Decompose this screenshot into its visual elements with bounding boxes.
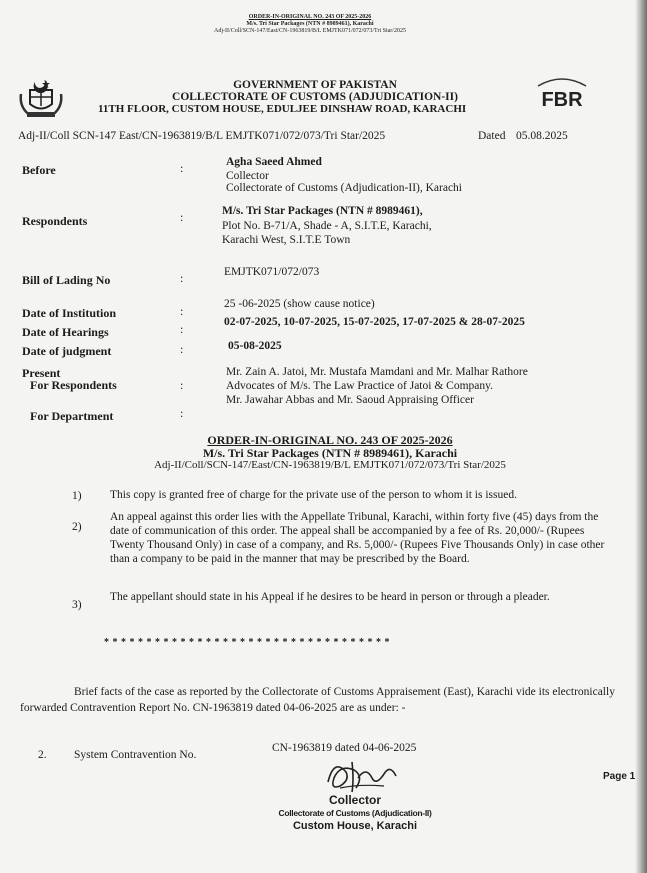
letterhead-government: GOVERNMENT OF PAKISTAN [233, 79, 397, 91]
dated-label: Dated [478, 130, 506, 142]
contravention-number: 2. [38, 749, 47, 761]
note-1-number: 1) [72, 490, 82, 502]
top-reference: Adj-II/Coll/SCN-147/East/CN-1963819/B/L EMJTK071/072/073/Tri Star/2025 [214, 28, 406, 34]
respondents-label: Respondents [22, 214, 88, 228]
reference-number: Adj-II/Coll SCN-147 East/CN-1963819/B/L EMJTK071/072/073/Tri Star/2025 [18, 130, 386, 142]
note-2-number: 2) [72, 521, 82, 533]
counsel-names: Mr. Zain A. Jatoi, Mr. Mustafa Mamdani and Mr. Malhar Rathore [226, 366, 528, 378]
top-respondent: M/s. Tri Star Packages (NTN # 8989461), Karachi [246, 21, 374, 27]
signature-icon [318, 752, 408, 796]
hearings-date-value: 02-07-2025, 10-07-2025, 15-07-2025, 17-07-2025 & 28-07-2025 [224, 316, 525, 328]
counsel-firm: Advocates of M/s. The Law Practice of Jatoi & Company. [226, 380, 493, 392]
present-label: Present [22, 366, 61, 380]
respondent-address-1: Plot No. B-71/A, Shade - A, S.I.T.E, Karachi, [222, 220, 432, 232]
scan-edge-shadow [635, 0, 647, 873]
for-respondents-label: For Respondents [30, 378, 117, 392]
department-officers: Mr. Jawahar Abbas and Mr. Saoud Appraising Officer [226, 394, 474, 406]
note-2-text: An appeal against this order lies with the Appellate Tribunal, Karachi, within forty five (45) days from the date of communication of this order. The appeal shall be accompanied by a fee of Rs. 20,000/- (Rupees Twenty Thousand Only) in case of a company, and Rs. 5,000/- (Rupees Five Thousands Only) in case other than a company to be paid in the manner that may be prescribed by the Board. [110, 511, 605, 565]
reference-date: 05.08.2025 [516, 130, 568, 142]
bill-of-lading-colon: : [180, 271, 184, 285]
before-name: Agha Saeed Ahmed [226, 156, 322, 168]
star-separator: * * * * * * * * * * * * * * * * * * * * * * * * * * * * * * * * * * [104, 637, 390, 648]
stamp-custom-house: Custom House, Karachi [292, 820, 418, 832]
contravention-value: CN-1963819 dated 04-06-2025 [272, 742, 417, 754]
before-office: Collectorate of Customs (Adjudication-II), Karachi [226, 182, 462, 194]
note-3-number: 3) [72, 599, 82, 611]
for-respondents-colon: : [180, 378, 184, 392]
brief-facts-paragraph: Brief facts of the case as reported by the Collectorate of Customs Appraisement (East), Karachi vide its electronically forwarded Contravention Report No. CN-1963819 dated 04-06-2025 are as under: - [20, 686, 615, 714]
order-title: ORDER-IN-ORIGINAL NO. 243 OF 2025-2026 [207, 433, 453, 447]
bill-of-lading-value: EMJTK071/072/073 [224, 266, 320, 278]
institution-date-colon: : [180, 304, 184, 318]
judgment-date-colon: : [180, 342, 184, 356]
pakistan-emblem-icon [18, 76, 64, 120]
top-order-no: ORDER-IN-ORIGINAL NO. 243 OF 2025-2026 [248, 14, 372, 20]
page-number: Page 1 [603, 771, 636, 782]
institution-date-value: 25 -06-2025 (show cause notice) [224, 298, 375, 310]
respondent-address-2: Karachi West, S.I.T.E Town [222, 234, 351, 246]
letterhead-address: 11TH FLOOR, CUSTOM HOUSE, EDULJEE DINSHAW ROAD, KARACHI [98, 103, 467, 115]
stamp-collectorate: Collectorate of Customs (Adjudication-II) [278, 808, 432, 818]
bill-of-lading-label: Bill of Lading No [22, 273, 111, 287]
before-designation: Collector [226, 170, 269, 182]
respondent-name: M/s. Tri Star Packages (NTN # 8989461), [222, 205, 423, 217]
hearings-date-label: Date of Hearings [22, 325, 109, 339]
note-3-text: The appellant should state in his Appeal if he desires to be heard in person or through a pleader. [110, 591, 550, 603]
order-reference: Adj-II/Coll/SCN-147/East/CN-1963819/B/L EMJTK071/072/073/Tri Star/2025 [154, 459, 506, 471]
before-label: Before [22, 163, 56, 177]
judgment-date-value: 05-08-2025 [228, 340, 282, 352]
judgment-date-label: Date of judgment [22, 344, 112, 358]
fbr-logo-icon [530, 74, 594, 114]
hearings-date-colon: : [180, 322, 184, 336]
for-department-label: For Department [30, 409, 114, 423]
fbr-logo-text: FBR [541, 89, 583, 111]
for-department-colon: : [180, 406, 184, 420]
before-colon: : [180, 161, 184, 175]
letterhead-collectorate: COLLECTORATE OF CUSTOMS (ADJUDICATION-II) [172, 91, 458, 103]
institution-date-label: Date of Institution [22, 306, 117, 320]
order-respondent: M/s. Tri Star Packages (NTN # 8989461), Karachi [202, 446, 458, 460]
respondents-colon: : [180, 210, 184, 224]
note-1-text: This copy is granted free of charge for the private use of the person to whom it is issued. [110, 489, 517, 501]
contravention-label: System Contravention No. [74, 749, 197, 761]
stamp-collector: Collector [328, 793, 381, 807]
